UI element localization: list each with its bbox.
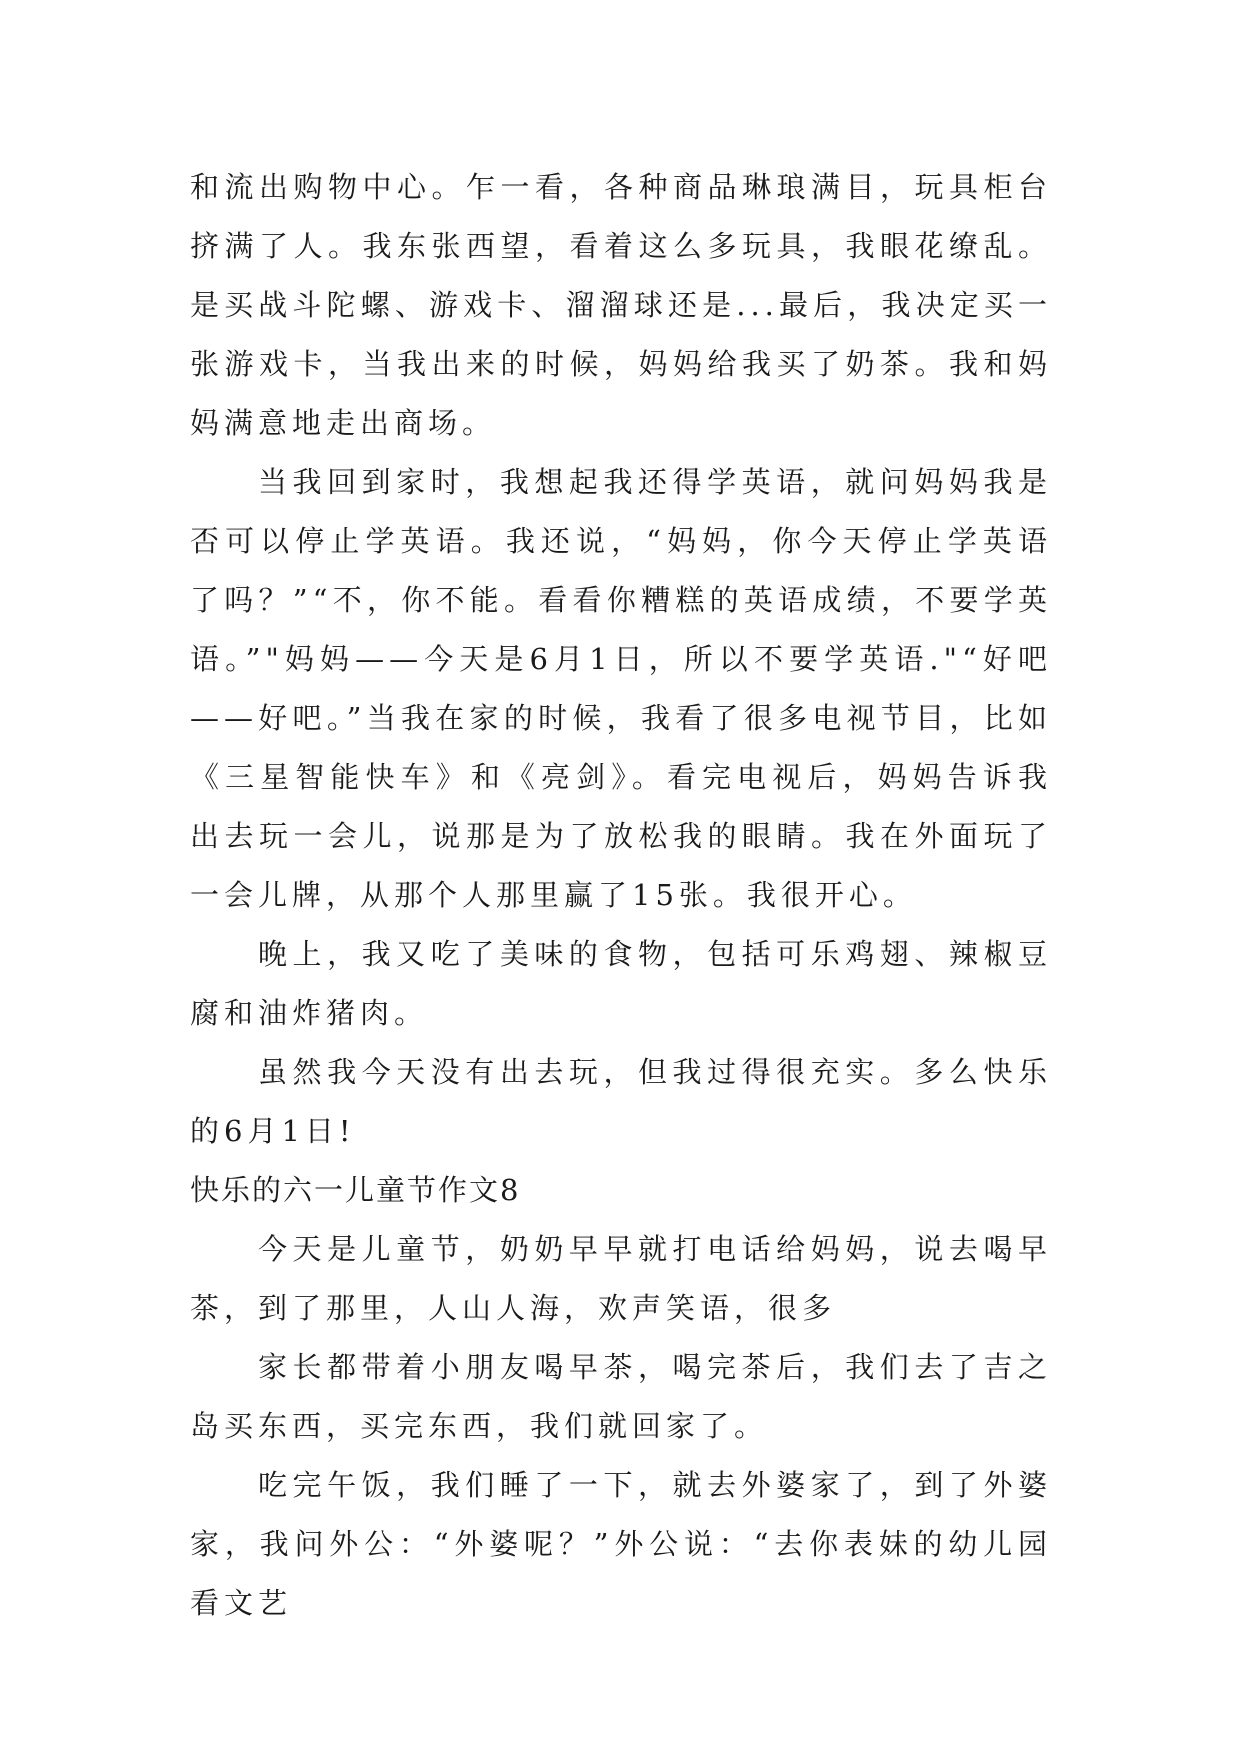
paragraph-shopping-2: 家长都带着小朋友喝早茶，喝完茶后，我们去了吉之岛买东西，买完东西，我们就回家了。 [190, 1350, 1052, 1443]
paragraph-conclusion: 虽然我今天没有出去玩，但我过得很充实。多么快乐的6月1日! [190, 1055, 1052, 1148]
essay-heading: 快乐的六一儿童节作文8 [190, 1173, 521, 1207]
document-body [190, 158, 1052, 1633]
paragraph-home: 当我回到家时，我想起我还得学英语，就问妈妈我是否可以停止学英语。我还说，“妈妈，你今天停止学英语了吗？”“不，你不能。看看你糟糕的英语成绩，不要学英语。”"妈妈——今天是6月1日，所以不要学英语."“好吧——好吧。”当我在家的时候，我看了很多电视节目，比如《三星智能快车》和《亮剑》。看完电视后，妈妈告诉我出去玩一会儿，说那是为了放松我的眼睛。我在外面玩了一会儿牌，从那个人那里赢了15张。我很开心。 [190, 465, 1052, 912]
paragraph-dinner: 晚上，我又吃了美味的食物，包括可乐鸡翅、辣椒豆腐和油炸猪肉。 [190, 937, 1052, 1030]
paragraph-shopping: 和流出购物中心。乍一看，各种商品琳琅满目，玩具柜台挤满了人。我东张西望，看着这么多玩具，我眼花缭乱。是买战斗陀螺、游戏卡、溜溜球还是...最后，我决定买一张游戏卡，当我出来的时候，妈妈给我买了奶茶。我和妈妈满意地走出商场。 [190, 170, 1052, 440]
paragraph-morning-tea: 今天是儿童节，奶奶早早就打电话给妈妈，说去喝早茶，到了那里，人山人海，欢声笑语，很多 [190, 1232, 1052, 1325]
paragraph-grandma-house: 吃完午饭，我们睡了一下，就去外婆家了，到了外婆家，我问外公：“外婆呢？”外公说：“去你表妹的幼儿园看文艺 [190, 1468, 1052, 1620]
